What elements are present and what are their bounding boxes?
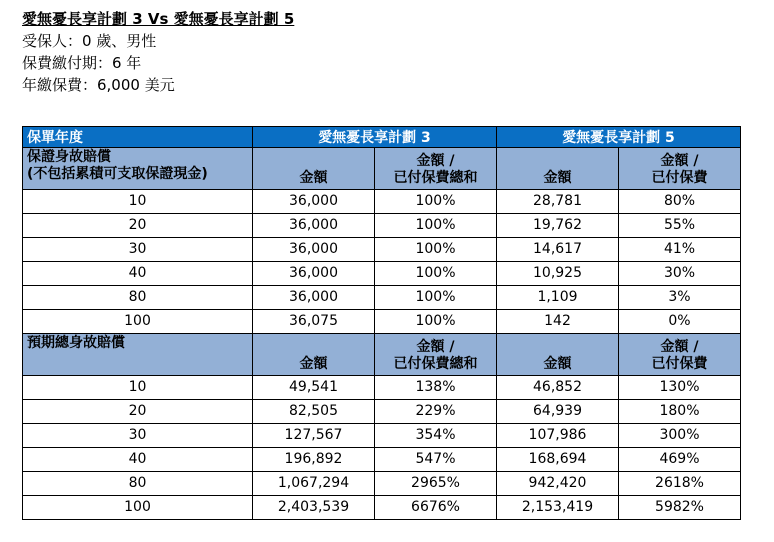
ratio-header-line2: 已付保費	[651, 356, 708, 372]
plan5-ratio-cell: 5982%	[619, 496, 741, 520]
comparison-table	[22, 126, 741, 520]
table-row	[23, 286, 741, 310]
table-row	[23, 310, 741, 334]
plan5-amount-cell: 168,694	[497, 448, 619, 472]
table-row	[23, 400, 741, 424]
plan5-ratio-cell: 180%	[619, 400, 741, 424]
section1-label	[23, 148, 253, 190]
plan5-amount-cell: 2,153,419	[497, 496, 619, 520]
section1-p3-amount-header: 金額	[253, 148, 375, 190]
section1-p5-amount-header: 金額	[497, 148, 619, 190]
plan3-amount-cell: 1,067,294	[253, 472, 375, 496]
plan3-ratio-cell: 100%	[375, 286, 497, 310]
plan5-ratio-cell: 300%	[619, 424, 741, 448]
plan5-ratio-cell: 130%	[619, 376, 741, 400]
plan5-amount-cell: 46,852	[497, 376, 619, 400]
plan5-amount-cell: 107,986	[497, 424, 619, 448]
plan5-ratio-cell: 3%	[619, 286, 741, 310]
plan5-ratio-cell: 2618%	[619, 472, 741, 496]
plan3-amount-cell: 36,000	[253, 214, 375, 238]
plan3-amount-cell: 196,892	[253, 448, 375, 472]
policy-year-cell: 10	[23, 376, 253, 400]
plan3-header: 愛無憂長享計劃 3	[253, 127, 497, 148]
plan3-ratio-cell: 100%	[375, 262, 497, 286]
ratio-header-line1: 金額 /	[660, 339, 699, 355]
section1-rows	[23, 190, 741, 334]
policy-year-cell: 80	[23, 286, 253, 310]
policy-year-cell: 80	[23, 472, 253, 496]
section2-header-row	[23, 334, 741, 376]
policy-year-cell: 40	[23, 448, 253, 472]
table-row	[23, 472, 741, 496]
policy-year-cell: 30	[23, 424, 253, 448]
plan3-amount-cell: 36,000	[253, 190, 375, 214]
ratio-header-line1: 金額 /	[660, 153, 699, 169]
plan3-amount-cell: 36,000	[253, 262, 375, 286]
payment-term-info: 保費繳付期：6 年	[22, 54, 142, 72]
plan3-ratio-cell: 100%	[375, 214, 497, 238]
page-title: 愛無憂長享計劃 3 Vs 愛無憂長享計劃 5	[22, 10, 295, 28]
section2-rows	[23, 376, 741, 520]
policy-year-cell: 20	[23, 400, 253, 424]
table-row	[23, 214, 741, 238]
section2-p3-ratio-header	[375, 334, 497, 376]
ratio-header-line2: 已付保費總和	[393, 170, 478, 186]
ratio-header-line1: 金額 /	[416, 339, 455, 355]
plan3-ratio-cell: 229%	[375, 400, 497, 424]
plan3-ratio-cell: 100%	[375, 190, 497, 214]
policy-year-cell: 20	[23, 214, 253, 238]
plan3-amount-cell: 36,075	[253, 310, 375, 334]
plan5-amount-cell: 142	[497, 310, 619, 334]
plan3-ratio-cell: 354%	[375, 424, 497, 448]
insured-info: 受保人：0 歲、男性	[22, 32, 157, 50]
document-header	[22, 8, 294, 96]
plan3-amount-cell: 127,567	[253, 424, 375, 448]
policy-year-cell: 100	[23, 310, 253, 334]
section1-label-line1: 保證身故賠償	[27, 149, 111, 165]
section1-label-line2: (不包括累積可支取保證現金)	[27, 166, 208, 182]
table-row	[23, 424, 741, 448]
plan3-ratio-cell: 100%	[375, 310, 497, 334]
policy-year-cell: 40	[23, 262, 253, 286]
plan5-ratio-cell: 469%	[619, 448, 741, 472]
plan3-amount-cell: 36,000	[253, 286, 375, 310]
plan5-ratio-cell: 41%	[619, 238, 741, 262]
policy-year-cell: 100	[23, 496, 253, 520]
plan3-amount-cell: 2,403,539	[253, 496, 375, 520]
plan3-amount-cell: 49,541	[253, 376, 375, 400]
section1-p5-ratio-header	[619, 148, 741, 190]
policy-year-cell: 10	[23, 190, 253, 214]
plan3-ratio-cell: 2965%	[375, 472, 497, 496]
plan3-ratio-cell: 6676%	[375, 496, 497, 520]
plan5-header: 愛無憂長享計劃 5	[497, 127, 741, 148]
ratio-header-line2: 已付保費	[651, 170, 708, 186]
plan3-ratio-cell: 138%	[375, 376, 497, 400]
plan5-ratio-cell: 0%	[619, 310, 741, 334]
plan5-amount-cell: 1,109	[497, 286, 619, 310]
plan5-amount-cell: 64,939	[497, 400, 619, 424]
table-row	[23, 496, 741, 520]
table-row	[23, 448, 741, 472]
table-row	[23, 376, 741, 400]
annual-premium-info: 年繳保費：6,000 美元	[22, 76, 175, 94]
section2-label: 預期總身故賠償	[23, 334, 253, 376]
policy-year-cell: 30	[23, 238, 253, 262]
plan5-amount-cell: 14,617	[497, 238, 619, 262]
ratio-header-line2: 已付保費總和	[393, 356, 478, 372]
section1-p3-ratio-header	[375, 148, 497, 190]
ratio-header-line1: 金額 /	[416, 153, 455, 169]
section2-p3-amount-header: 金額	[253, 334, 375, 376]
plan5-ratio-cell: 30%	[619, 262, 741, 286]
plan5-ratio-cell: 80%	[619, 190, 741, 214]
plan3-amount-cell: 36,000	[253, 238, 375, 262]
table-row	[23, 190, 741, 214]
plan5-amount-cell: 10,925	[497, 262, 619, 286]
table-row	[23, 262, 741, 286]
plan-header-row	[23, 127, 741, 148]
plan5-amount-cell: 28,781	[497, 190, 619, 214]
plan5-ratio-cell: 55%	[619, 214, 741, 238]
plan3-ratio-cell: 547%	[375, 448, 497, 472]
plan3-amount-cell: 82,505	[253, 400, 375, 424]
section1-header-row	[23, 148, 741, 190]
section2-p5-amount-header: 金額	[497, 334, 619, 376]
plan3-ratio-cell: 100%	[375, 238, 497, 262]
section2-p5-ratio-header	[619, 334, 741, 376]
table-row	[23, 238, 741, 262]
plan5-amount-cell: 19,762	[497, 214, 619, 238]
policy-year-header: 保單年度	[23, 127, 253, 148]
plan5-amount-cell: 942,420	[497, 472, 619, 496]
